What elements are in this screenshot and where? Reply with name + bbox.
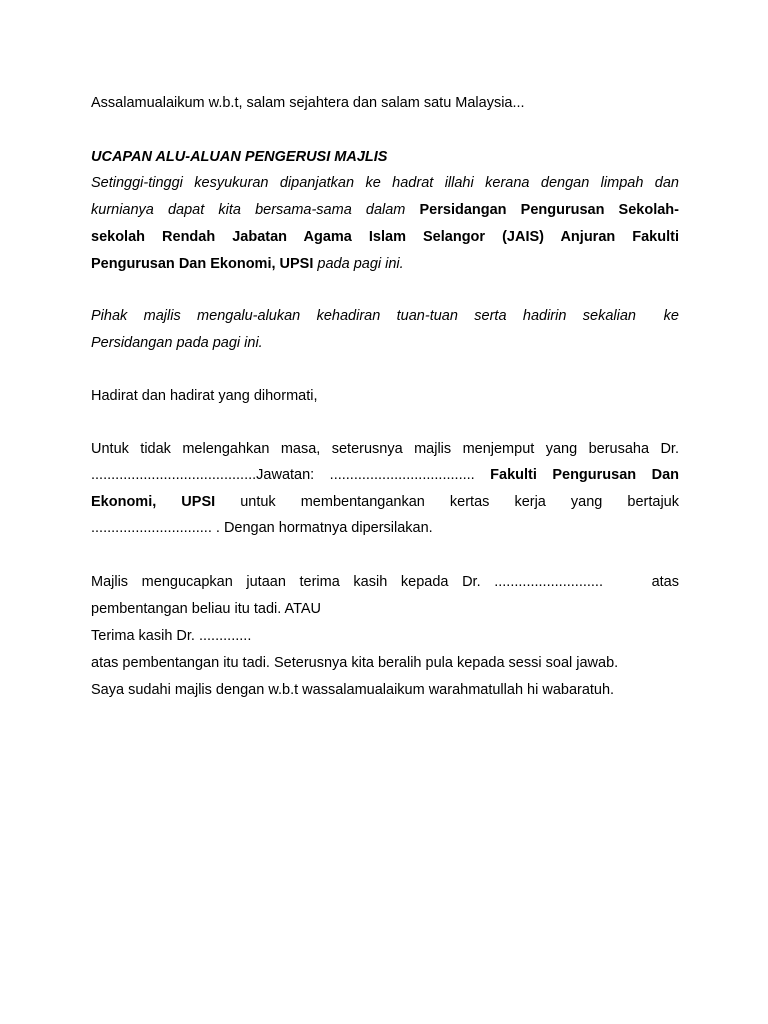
paragraph3: Hadirat dan hadirat yang dihormati, — [91, 388, 318, 404]
paragraph5-line2: pembentangan beliau itu tadi. ATAU — [91, 601, 322, 617]
paragraph1-line4-text: pada pagi ini. — [313, 256, 404, 272]
paragraph5-line1-text: Majlis mengucapkan jutaan terima kasih kepada Dr. ........................... — [91, 574, 603, 590]
paragraph4-line2-text: .........................................Jawatan: .................................... — [91, 467, 491, 483]
paragraph5-line1-end: atas — [651, 574, 679, 590]
paragraph1-line1: Setinggi-tinggi kesyukuran dipanjatkan ke hadrat illahi kerana dengan limpah dan — [91, 175, 679, 191]
paragraph4-line4: .............................. . Dengan hormatnya dipersilakan. — [91, 520, 433, 536]
greeting-line: Assalamualaikum w.b.t, salam sejahtera dan salam satu Malaysia... — [91, 95, 525, 111]
paragraph5-line5: Saya sudahi majlis dengan w.b.t wassalamualaikum warahmatullah hi wabaratuh. — [91, 682, 615, 698]
paragraph5-line4: atas pembentangan itu tadi. Seterusnya kita beralih pula kepada sessi soal jawab. — [91, 655, 619, 671]
paragraph4-line1: Untuk tidak melengahkan masa, seterusnya majlis menjemput yang berusaha Dr. — [91, 441, 679, 457]
paragraph5-line3: Terima kasih Dr. ............. — [91, 628, 252, 644]
paragraph1-line2-text: kurnianya dapat kita bersama-sama dalam — [91, 202, 420, 218]
paragraph1-line3: sekolah Rendah Jabatan Agama Islam Selangor (JAIS) Anjuran Fakulti — [91, 229, 679, 245]
paragraph5-line1 — [91, 573, 679, 591]
paragraph2-line1 — [91, 307, 679, 325]
paragraph2-line1-text: Pihak majlis mengalu-alukan kehadiran tuan-tuan serta hadirin sekalian — [91, 308, 636, 324]
paragraph2-line1-end: ke — [663, 308, 679, 324]
paragraph1-line2-bold: Persidangan Pengurusan Sekolah- — [419, 202, 679, 218]
paragraph4-line3-bold: Ekonomi, UPSI — [91, 494, 216, 510]
paragraph2-line2: Persidangan pada pagi ini. — [91, 335, 263, 351]
paragraph1-line4 — [91, 255, 679, 273]
paragraph4-line3-text: untuk membentangankan kertas kerja yang bertajuk — [215, 494, 679, 510]
paragraph4-line2-bold: Fakulti Pengurusan Dan — [490, 467, 679, 483]
paragraph1-line4-bold: Pengurusan Dan Ekonomi, UPSI — [91, 256, 314, 272]
paragraph4-line3 — [91, 493, 679, 511]
paragraph4-line2 — [91, 466, 679, 484]
section-heading: UCAPAN ALU-ALUAN PENGERUSI MAJLIS — [91, 149, 388, 165]
paragraph1-line2 — [91, 201, 679, 219]
